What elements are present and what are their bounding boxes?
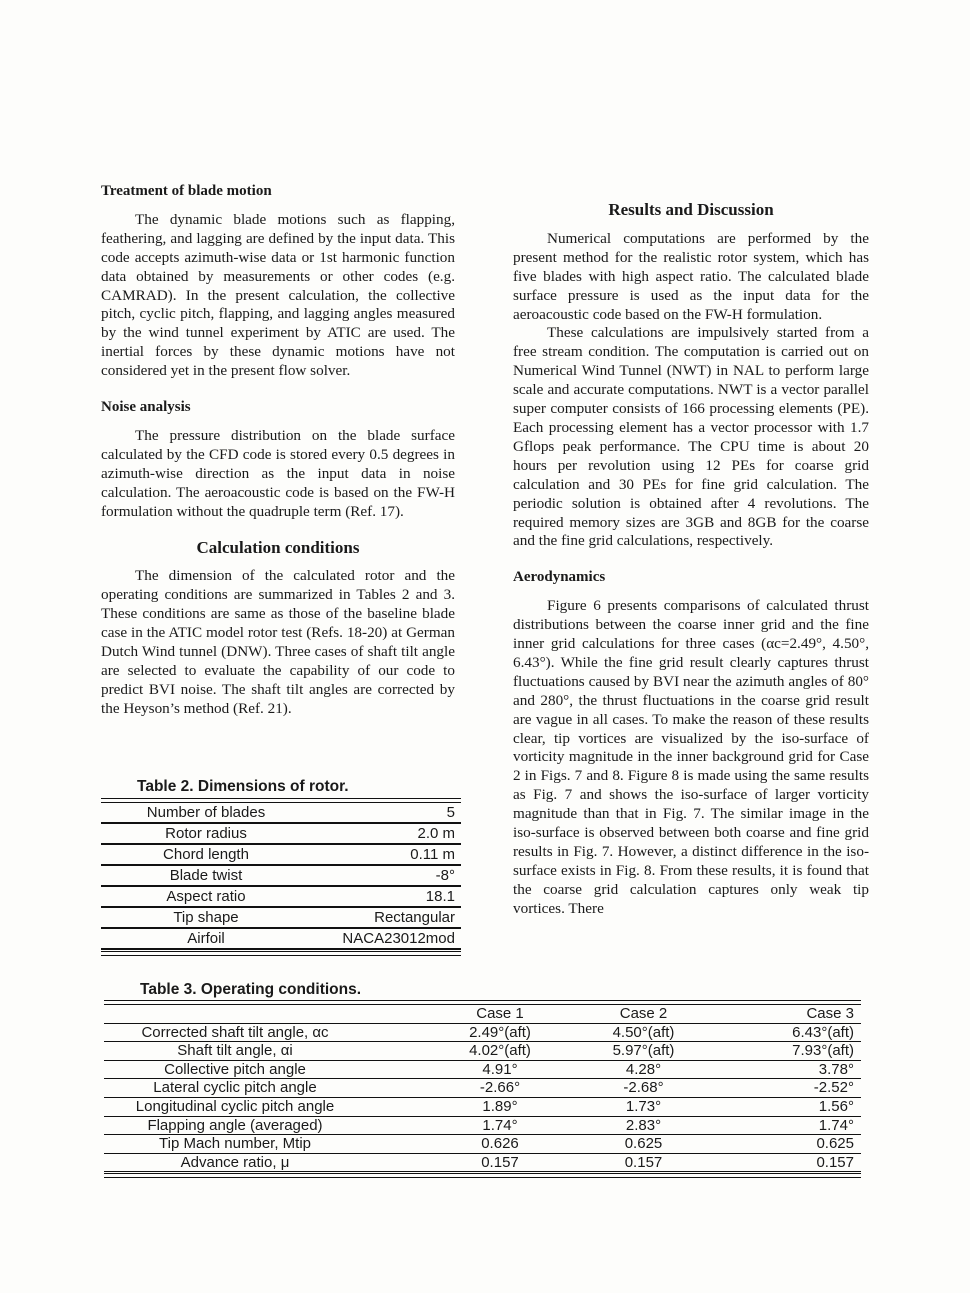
table3-row [104, 1061, 861, 1080]
table3 [104, 1000, 861, 1178]
table3-case2-cell: 4.50°(aft) [612, 1023, 675, 1041]
heading-aerodynamics: Aerodynamics [513, 569, 606, 586]
table2-row [101, 866, 461, 887]
table2-bottom-rule [101, 951, 461, 956]
table3-caption: Table 3. Operating conditions. [140, 981, 362, 998]
table3-case1-cell: -2.66° [479, 1079, 521, 1097]
table2 [101, 798, 461, 956]
table2-label-cell: Rotor radius [165, 825, 247, 842]
table3-case3-cell: 3.78° [818, 1060, 854, 1078]
heading-calculation-conditions: Calculation conditions [196, 537, 360, 557]
table2-label-cell: Tip shape [173, 909, 239, 926]
table2-row [101, 908, 461, 929]
table3-row [104, 1135, 861, 1154]
table3-label-cell: Corrected shaft tilt angle, αc [141, 1023, 329, 1041]
left-column [101, 182, 455, 719]
table3-case1-cell: 0.157 [481, 1153, 519, 1171]
table3-case3-cell: 0.157 [816, 1153, 854, 1171]
table2-value-cell: -8° [435, 867, 455, 884]
table3-row [104, 1154, 861, 1173]
table3-case3-cell: 7.93°(aft) [792, 1042, 854, 1060]
table3-case3-cell: -2.52° [813, 1079, 854, 1097]
table3-case2-cell: 0.157 [624, 1153, 663, 1171]
right-column [513, 201, 869, 919]
table2-value-cell: 2.0 m [417, 825, 455, 842]
heading-blade-motion: Treatment of blade motion [101, 183, 272, 199]
table3-label-cell: Tip Mach number, Mtip [159, 1135, 311, 1153]
table2-row [101, 887, 461, 908]
table2-value-cell: 5 [446, 804, 455, 821]
table3-bottom-rule [104, 1173, 861, 1178]
table3-row [104, 1117, 861, 1136]
table3-case2-cell: 0.625 [624, 1135, 663, 1153]
table2-row [101, 824, 461, 845]
table3-header-row [104, 1005, 861, 1024]
table3-label-cell: Longitudinal cyclic pitch angle [135, 1097, 335, 1115]
table3-case2-cell: 2.83° [625, 1116, 662, 1134]
table3-case2-cell: -2.68° [623, 1079, 664, 1097]
table3-case2-cell: 5.97°(aft) [612, 1042, 675, 1060]
table3-case1-cell: 1.89° [482, 1097, 518, 1115]
paragraph-blade-motion: The dynamic blade motions such as flapping, feathering, and lagging are defined by the input data. This code accepts azimuth-wise data or 1st harmonic function data obtained by measurements or other codes (e.g. CAMRAD). In the present calculation, the collective pitch, cyclic pitch, flapping, and lagging angles measured by the wind tunnel experiment by ATIC are used. The inertial forces by these dynamic motions have not considered yet in the present flow solver. [101, 210, 455, 380]
table3-case3-cell: 0.625 [816, 1135, 854, 1153]
table3-label-cell: Advance ratio, μ [180, 1153, 290, 1171]
table3-case1-cell: 1.74° [482, 1116, 518, 1134]
table3-header-case2: Case 2 [619, 1005, 668, 1022]
table2-value-cell: 18.1 [425, 888, 455, 905]
table3-label-cell: Lateral cyclic pitch angle [153, 1079, 317, 1097]
table2-row [101, 845, 461, 866]
table3-label-cell: Shaft tilt angle, αi [177, 1042, 293, 1060]
table3-header-case3: Case 3 [806, 1005, 854, 1022]
paragraph-noise-analysis: The pressure distribution on the blade surface calculated by the CFD code is stored every 0.5 degrees in azimuth-wise direction as the input data in noise calculation. The aeroacoustic code is based on the FW-H formulation without the quadruple term (Ref. 17). [101, 426, 455, 520]
paragraph-numerical-computations: Numerical computations are performed by the present method for the realistic rotor system, which has five blades with high aspect ratio. The calculated blade surface pressure is used as the input data for the aeroacoustic code based on the FW-H formulation. [513, 229, 869, 323]
table2-label-cell: Blade twist [169, 867, 243, 884]
table2-caption: Table 2. Dimensions of rotor. [137, 778, 349, 795]
table3-row [104, 1098, 861, 1117]
paragraph-aerodynamics: Figure 6 presents comparisons of calculated thrust distributions between the coarse inner grid and the fine inner grid calculations for three cases (αc=2.49°, 4.50°, 6.43°). While the fine grid result clearly captures thrust fluctuations caused by BVI near the azimuth angles of 80° and 280°, the thrust fluctuations in the coarse grid result are vague in all cases. To make the reason of these results clear, tip vortices are visualized by the iso-surface of vorticity magnitude in the inner background grid for Case 2 in Figs. 7 and 8. Figure 8 is made using the same results as Fig. 7 and shows the iso-surface of larger vorticity magnitude than that in Fig. 7. The similar image in the iso-surface is observed between both coarse and fine grid results in Fig. 7. However, a distinct difference in the iso-surface exists in Fig. 8. From these results, it is found that the coarse grid calculation captures only weak tip vortices. There [513, 597, 869, 917]
table3-case1-cell: 0.626 [481, 1135, 519, 1153]
table3-case1-cell: 4.02°(aft) [469, 1042, 531, 1060]
table3-header-case1: Case 1 [476, 1005, 524, 1022]
table3-case2-cell: 4.28° [625, 1060, 662, 1078]
table3-label-cell: Flapping angle (averaged) [147, 1116, 323, 1134]
table2-value-cell: Rectangular [374, 909, 455, 926]
table3-case3-cell: 6.43°(aft) [792, 1023, 854, 1041]
table3-case2-cell: 1.73° [625, 1097, 662, 1115]
table2-row [101, 803, 461, 824]
table3-case3-cell: 1.56° [818, 1097, 854, 1115]
heading-noise-analysis: Noise analysis [101, 399, 191, 416]
table3-row [104, 1042, 861, 1061]
table2-label-cell: Number of blades [146, 804, 266, 821]
table2-value-cell: 0.11 m [410, 846, 455, 863]
heading-results-discussion: Results and Discussion [608, 200, 774, 219]
table2-label-cell: Chord length [163, 846, 249, 863]
table2-label-cell: Airfoil [187, 930, 225, 947]
table2-value-cell: NACA23012mod [342, 930, 455, 947]
table3-case1-cell: 4.91° [482, 1060, 518, 1078]
table2-label-cell: Aspect ratio [166, 888, 246, 905]
table3-case1-cell: 2.49°(aft) [469, 1023, 531, 1041]
table2-row [101, 929, 461, 950]
table3-case3-cell: 1.74° [818, 1116, 854, 1134]
table3-row [104, 1024, 861, 1043]
table3-header-blank [104, 1005, 366, 1023]
table3-row [104, 1079, 861, 1098]
paragraph-calculation-conditions: The dimension of the calculated rotor and the operating conditions are summarized in Tables 2 and 3. These conditions are same as those of the baseline blade case in the ATIC model rotor test (Refs. 18-20) at German Dutch Wind tunnel (DNW). Three cases of shaft tilt angle are selected to evaluate the capability of our code to predict BVI noise. The shaft tilt angles are corrected by the Heyson’s method (Ref. 21). [101, 567, 455, 717]
table3-label-cell: Collective pitch angle [164, 1060, 306, 1078]
paragraph-impulsive-start: These calculations are impulsively started from a free stream condition. The computation is carried out on Numerical Wind Tunnel (NWT) in NAL to perform large scale and accurate computations. NWT is a vector parallel super computer consists of 166 processing elements (PE). Each processing element has a vector processor with 1.7 Gflops peak performance. The CPU time is about 20 hours per revolution using 12 PEs for coarse grid calculation and 30 PEs for fine grid calculation. The periodic solution is obtained after 4 revolutions. The required memory sizes are 3GB and 8GB for the coarse and the fine grid calculations, respectively. [513, 324, 869, 550]
